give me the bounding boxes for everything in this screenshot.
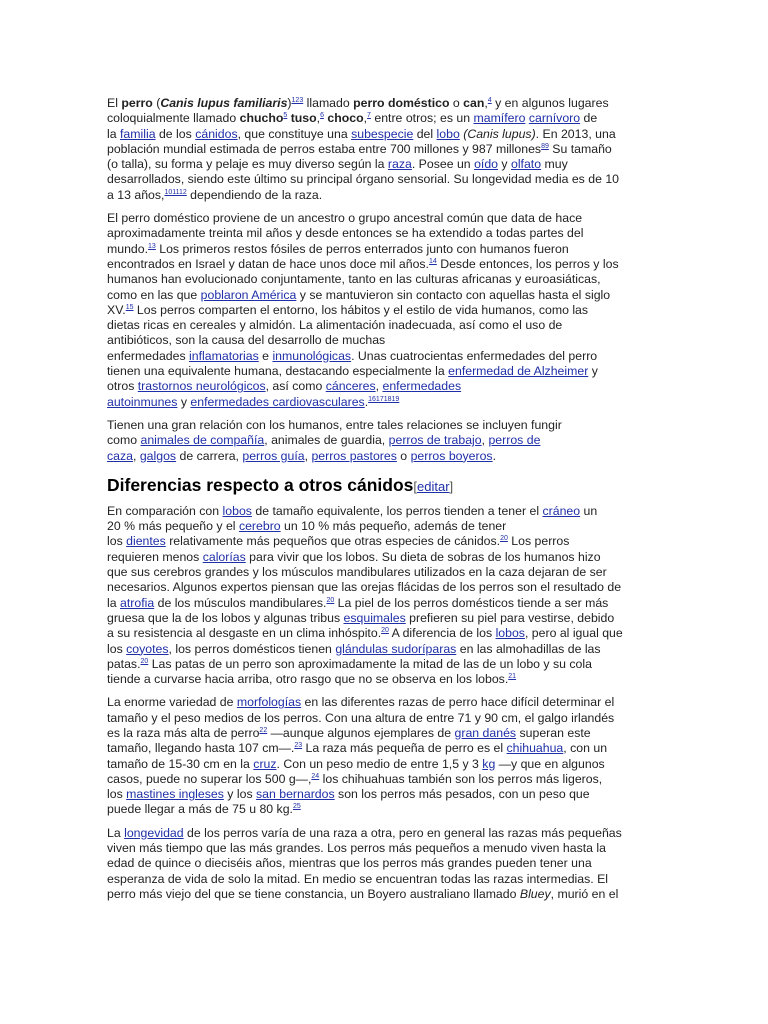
text-run: casos, puede no superar los 500 g—, bbox=[107, 771, 312, 786]
text-run: la bbox=[107, 126, 120, 141]
reference-link[interactable]: 16171819 bbox=[368, 395, 400, 403]
wiki-link[interactable]: animales de compañía bbox=[140, 433, 265, 448]
text-line bbox=[107, 565, 665, 580]
reference-link[interactable]: 5 bbox=[283, 112, 288, 120]
text-line bbox=[107, 364, 665, 379]
section-title: Diferencias respecto a otros cánidos bbox=[107, 474, 414, 495]
text-run: , bbox=[132, 448, 140, 463]
wiki-link[interactable]: olfato bbox=[510, 157, 542, 172]
wiki-link[interactable]: coyotes bbox=[126, 641, 169, 656]
text-run: . En 2013, una bbox=[535, 126, 616, 141]
text-run: los bbox=[107, 641, 127, 656]
reference-link[interactable]: 20 bbox=[500, 535, 508, 543]
text-run: como bbox=[107, 433, 141, 448]
wiki-link[interactable]: kg bbox=[482, 756, 496, 771]
text-line bbox=[107, 349, 665, 364]
wiki-link[interactable]: caza bbox=[107, 448, 133, 463]
text-run: y los bbox=[223, 787, 257, 802]
text-run: superan este bbox=[516, 725, 591, 740]
text-run: un 10 % más pequeño, además de tener bbox=[280, 519, 507, 534]
text-line bbox=[107, 642, 665, 657]
text-run: , que constituye una bbox=[237, 126, 352, 141]
text-line bbox=[107, 127, 665, 142]
wiki-link[interactable]: morfologías bbox=[236, 695, 302, 710]
bold-term: Canis lupus familiaris bbox=[160, 96, 288, 110]
text-run: , bbox=[304, 448, 312, 463]
wiki-link[interactable]: perros boyeros bbox=[410, 448, 493, 463]
text-line bbox=[107, 711, 665, 726]
text-line bbox=[107, 242, 665, 257]
text-run: tamaño, llegando hasta 107 cm—. bbox=[107, 741, 295, 756]
italic-text: (Canis lupus) bbox=[463, 126, 536, 141]
text-line bbox=[107, 872, 665, 887]
text-run: En comparación con bbox=[107, 503, 223, 518]
reference-link[interactable]: 6 bbox=[320, 112, 324, 120]
text-run: mundo. bbox=[107, 241, 149, 256]
text-run: del bbox=[413, 126, 437, 141]
reference-link[interactable]: 23 bbox=[294, 742, 303, 750]
text-run: humanos han evolucionado conjuntamente, tanto en las culturas africanas y euroasiáticas, bbox=[107, 272, 601, 287]
wiki-link[interactable]: autoinmunes bbox=[107, 394, 178, 409]
bold-term: can bbox=[463, 96, 485, 110]
text-run: la bbox=[107, 595, 120, 610]
text-run: de carrera, bbox=[176, 448, 243, 463]
wiki-link[interactable]: familia bbox=[120, 126, 156, 141]
text-run: relativamente más pequeños que otras especies de cánidos. bbox=[165, 534, 501, 549]
text-run: son los perros más pesados, con un peso que bbox=[334, 787, 590, 802]
text-run: 20 % más pequeño y el bbox=[107, 519, 239, 534]
text-run: desarrollados, siendo este último su principal órgano sensorial. Su longevidad media es de 10 bbox=[107, 172, 619, 187]
text-run: puede llegar a más de 75 u 80 kg. bbox=[107, 802, 293, 817]
reference-link[interactable]: 15 bbox=[125, 303, 134, 311]
text-run: de los músculos mandibulares. bbox=[154, 595, 327, 610]
text-run: los chihuahuas también son los perros más ligeros, bbox=[319, 771, 603, 786]
text-run: e bbox=[258, 348, 273, 363]
text-line bbox=[107, 188, 665, 203]
reference-link[interactable]: 24 bbox=[311, 772, 320, 780]
text-run: y en algunos lugares bbox=[491, 96, 609, 110]
text-run: perro más viejo del que se tiene constancia, un Boyero australiano llamado bbox=[107, 886, 520, 901]
text-run: llamado bbox=[303, 96, 354, 110]
text-run: de tamaño equivalente, los perros tienden a tener el bbox=[251, 503, 543, 518]
wiki-link[interactable]: perros de trabajo bbox=[388, 433, 482, 448]
text-run: , murió en el bbox=[550, 886, 619, 901]
text-run: (o talla), su forma y pelaje es muy diverso según la bbox=[107, 157, 388, 172]
text-line bbox=[107, 157, 665, 172]
text-line bbox=[107, 111, 665, 126]
wiki-link[interactable]: perros guía bbox=[242, 448, 305, 463]
text-line bbox=[107, 626, 665, 641]
text-run: Su tamaño bbox=[548, 141, 612, 156]
reference-link[interactable]: 20 bbox=[326, 596, 335, 604]
text-run: A diferencia de los bbox=[388, 626, 496, 641]
text-run: , bbox=[316, 111, 321, 126]
text-run: de los perros varía de una raza a otra, pero en general las razas más pequeñas bbox=[183, 825, 622, 840]
reference-link[interactable]: 20 bbox=[140, 657, 149, 665]
text-run: —y que en algunos bbox=[495, 756, 605, 771]
text-run: los bbox=[107, 787, 127, 802]
text-run: patas. bbox=[107, 656, 141, 671]
text-line bbox=[107, 303, 665, 318]
text-run: esperanza de vida de solo la mitad. En medio se encuentran todas las razas intermedias. El bbox=[107, 871, 609, 886]
wiki-link[interactable]: cánidos bbox=[195, 126, 238, 141]
wiki-link[interactable]: raza bbox=[387, 157, 412, 172]
reference-link[interactable]: 7 bbox=[367, 112, 371, 120]
text-run: y bbox=[498, 157, 511, 172]
text-run: como en las que bbox=[107, 287, 201, 302]
text-run: un bbox=[580, 503, 598, 518]
comparison-paragraph bbox=[107, 504, 665, 688]
text-line bbox=[107, 519, 665, 534]
uses-paragraph bbox=[107, 418, 665, 464]
wiki-link[interactable]: enfermedades cardiovasculares bbox=[190, 394, 365, 409]
longevity-paragraph bbox=[107, 826, 665, 902]
text-line bbox=[107, 211, 665, 226]
text-run: los bbox=[107, 534, 127, 549]
reference-link[interactable]: 101112 bbox=[164, 188, 187, 196]
text-line bbox=[107, 787, 665, 802]
wiki-link[interactable]: mamífero bbox=[473, 111, 526, 126]
text-run: —aunque algunos ejemplares de bbox=[267, 725, 455, 740]
text-line bbox=[107, 841, 665, 856]
text-line bbox=[107, 856, 665, 871]
text-run: dependiendo de la raza. bbox=[186, 187, 323, 202]
text-run: La enorme variedad de bbox=[107, 695, 237, 710]
text-run: gruesa que la de los lobos y algunas tribus bbox=[107, 610, 344, 625]
text-run: , con un bbox=[563, 741, 608, 756]
reference-link[interactable]: 14 bbox=[428, 257, 437, 265]
text-run: . Posee un bbox=[411, 157, 475, 172]
text-line bbox=[107, 288, 665, 303]
wiki-link[interactable]: dientes bbox=[126, 534, 166, 549]
text-line bbox=[107, 741, 665, 756]
text-run: , pero al igual que bbox=[524, 626, 623, 641]
text-line bbox=[107, 379, 665, 394]
edit-section: [editar] bbox=[413, 478, 454, 494]
text-run: o bbox=[396, 448, 411, 463]
wiki-link[interactable]: subespecie bbox=[351, 126, 414, 141]
text-run: es la raza más alta de perro bbox=[107, 725, 260, 740]
text-run: población mundial estimada de perros estaba entre 700 millones y 987 millones bbox=[107, 141, 542, 156]
text-run: antibióticos, son la causa del desarrollo de muchas bbox=[107, 333, 386, 348]
text-run: dietas ricas en cereales y almidón. La alimentación inadecuada, así como el uso de bbox=[107, 318, 563, 333]
text-run: tamaño y el peso medios de los perros. Con una altura de entre 71 y 90 cm, el galgo irlandés bbox=[107, 710, 615, 725]
article-body bbox=[107, 96, 665, 910]
wiki-link[interactable]: carnívoro bbox=[528, 111, 581, 126]
origin-paragraph bbox=[107, 211, 665, 410]
wiki-link[interactable]: glándulas sudoríparas bbox=[335, 641, 457, 656]
bold-term: perro bbox=[121, 96, 153, 110]
wiki-link[interactable]: calorías bbox=[202, 549, 246, 564]
text-run: . Con un peso medio de entre 1,5 y 3 bbox=[276, 756, 483, 771]
text-run: tamaño de 15-30 cm en la bbox=[107, 756, 254, 771]
text-run: en las diferentes razas de perro hace difícil determinar el bbox=[301, 695, 615, 710]
text-run: para vivir que los lobos. Su dieta de sobras de los humanos hizo bbox=[245, 549, 601, 564]
text-line bbox=[107, 172, 665, 187]
text-line bbox=[107, 257, 665, 272]
wiki-link[interactable]: lobos bbox=[222, 503, 252, 518]
text-run: Las patas de un perro son aproximadamente la mitad de las de un lobo y su cola bbox=[148, 656, 592, 671]
text-run: y bbox=[177, 394, 191, 409]
text-line bbox=[107, 318, 665, 333]
text-run: , bbox=[481, 433, 489, 448]
text-run: Los perros comparten el entorno, los hábitos y el estilo de vida humanos, como las bbox=[133, 302, 589, 317]
wiki-link[interactable]: inmunológicas bbox=[272, 348, 352, 363]
text-line bbox=[107, 596, 665, 611]
wiki-link[interactable]: oído bbox=[474, 157, 498, 172]
text-run: , bbox=[363, 111, 368, 126]
section-heading bbox=[107, 474, 665, 498]
text-line bbox=[107, 142, 665, 157]
text-run: ( bbox=[152, 96, 161, 110]
text-line bbox=[107, 772, 665, 787]
wiki-link[interactable]: san bernardos bbox=[256, 787, 335, 802]
text-line bbox=[107, 726, 665, 741]
wiki-link[interactable]: mastines ingleses bbox=[126, 787, 224, 802]
text-run: . bbox=[364, 394, 369, 409]
text-run: La raza más pequeña de perro es el bbox=[302, 741, 507, 756]
wiki-link[interactable]: inflamatorias bbox=[189, 348, 259, 363]
text-line bbox=[107, 826, 665, 841]
text-run: XV. bbox=[107, 302, 126, 317]
text-run: a 13 años, bbox=[107, 187, 165, 202]
wiki-link[interactable]: gran danés bbox=[454, 725, 517, 740]
text-run: . Unas cuatrocientas enfermedades del perro bbox=[351, 348, 598, 363]
text-line bbox=[107, 550, 665, 565]
reference-link[interactable]: 89 bbox=[541, 142, 549, 150]
text-line bbox=[107, 395, 665, 410]
wiki-link[interactable]: trastornos neurológicos bbox=[137, 379, 266, 394]
text-run: y bbox=[588, 364, 598, 379]
text-run: viven más tiempo que las más grandes. Los perros más pequeños a menudo viven hasta la bbox=[107, 841, 606, 856]
text-run: de bbox=[580, 111, 598, 126]
intro-paragraph bbox=[107, 96, 665, 203]
text-run: Los perros bbox=[507, 534, 570, 549]
text-run: aproximadamente treinta mil años y desde entonces se ha extendido a todas partes del bbox=[107, 226, 584, 241]
text-run: , animales de guardia, bbox=[264, 433, 389, 448]
text-run: o bbox=[449, 96, 464, 110]
text-line bbox=[107, 96, 665, 111]
text-run: prefieren su piel para vestirse, debido bbox=[405, 610, 615, 625]
wiki-link[interactable]: cerebro bbox=[238, 519, 281, 534]
bold-term: tuso bbox=[290, 111, 317, 126]
text-line bbox=[107, 449, 665, 464]
text-line bbox=[107, 802, 665, 817]
wiki-link[interactable]: perros pastores bbox=[311, 448, 397, 463]
wiki-link[interactable]: lobos bbox=[495, 626, 525, 641]
text-line bbox=[107, 418, 665, 433]
text-line bbox=[107, 887, 665, 902]
reference-link[interactable]: 123 bbox=[291, 96, 304, 104]
text-run: en las almohadillas de las bbox=[456, 641, 601, 656]
text-run: Los primeros restos fósiles de perros enterrados junto con humanos fueron bbox=[155, 241, 569, 256]
wiki-link[interactable]: enfermedad de Alzheimer bbox=[448, 364, 589, 379]
text-run: El perro doméstico proviene de un ancestro o grupo ancestral común que data de hace bbox=[107, 211, 583, 226]
text-run: , bbox=[484, 96, 488, 110]
text-line bbox=[107, 672, 665, 687]
text-line bbox=[107, 695, 665, 710]
wiki-link[interactable]: enfermedades bbox=[382, 379, 462, 394]
text-run: enfermedades bbox=[107, 348, 190, 363]
reference-link[interactable]: 22 bbox=[259, 726, 268, 734]
text-line bbox=[107, 534, 665, 549]
text-run: encontrados en Israel y datan de hace unos doce mil años. bbox=[107, 256, 429, 271]
wiki-link[interactable]: cruz bbox=[253, 756, 277, 771]
text-run: , los perros domésticos tienen bbox=[168, 641, 336, 656]
text-line bbox=[107, 333, 665, 348]
wiki-link[interactable]: lobo bbox=[436, 126, 460, 141]
text-line bbox=[107, 504, 665, 519]
text-run: , así como bbox=[265, 379, 326, 394]
text-line bbox=[107, 657, 665, 672]
text-line bbox=[107, 272, 665, 287]
text-run: entre otros; es un bbox=[370, 111, 474, 126]
text-run: tiende a curvarse hacia arriba, otro rasgo que no se observa en los lobos. bbox=[107, 672, 509, 687]
wiki-link[interactable]: esquimales bbox=[343, 610, 406, 625]
text-run: de los bbox=[155, 126, 196, 141]
text-run: Desde entonces, los perros y los bbox=[436, 256, 619, 271]
wiki-link[interactable]: chihuahua bbox=[506, 741, 564, 756]
text-run: La bbox=[107, 825, 125, 840]
wiki-link[interactable]: galgos bbox=[139, 448, 177, 463]
bold-term: chucho bbox=[239, 111, 284, 126]
text-run: edad de quince o dieciséis años, mientras que los perros más grandes pueden tener una bbox=[107, 856, 592, 871]
text-run: coloquialmente llamado bbox=[107, 111, 240, 126]
text-run: . bbox=[492, 448, 497, 463]
bold-term: choco bbox=[327, 111, 364, 126]
wiki-link[interactable]: perros de bbox=[488, 433, 541, 448]
reference-link[interactable]: 20 bbox=[381, 627, 389, 635]
wiki-link[interactable]: poblaron América bbox=[200, 287, 297, 302]
italic-text: Bluey bbox=[519, 886, 551, 901]
wiki-link[interactable]: cánceres bbox=[325, 379, 376, 394]
text-line bbox=[107, 433, 665, 448]
reference-link[interactable]: 25 bbox=[292, 803, 301, 811]
text-run: requieren menos bbox=[107, 549, 203, 564]
text-run: y se mantuvieron sin contacto con aquellas hasta el siglo bbox=[296, 287, 611, 302]
text-run: tienen una equivalente humana, destacando especialmente la bbox=[107, 364, 449, 379]
wiki-link[interactable]: longevidad bbox=[124, 825, 184, 840]
text-run: , bbox=[375, 379, 383, 394]
text-run: que sus cerebros grandes y los músculos mandibulares utilizados en la caza dejaran de ser bbox=[107, 565, 607, 580]
text-run: La piel de los perros domésticos tiende a ser más bbox=[334, 595, 609, 610]
text-run: ) bbox=[287, 96, 292, 110]
edit-link[interactable]: editar bbox=[417, 478, 450, 494]
text-line bbox=[107, 757, 665, 772]
reference-link[interactable]: 21 bbox=[508, 673, 517, 680]
text-run: necesarios. Algunos expertos piensan que las orejas flácidas de los perros son el resultado de bbox=[107, 580, 622, 595]
wiki-link[interactable]: atrofia bbox=[120, 595, 155, 610]
text-run: Tienen una gran relación con los humanos, entre tales relaciones se incluyen fungir bbox=[107, 417, 562, 432]
wiki-link[interactable]: cráneo bbox=[542, 503, 581, 518]
bold-term: perro doméstico bbox=[353, 96, 450, 110]
reference-link[interactable]: 4 bbox=[487, 96, 492, 104]
morphology-paragraph bbox=[107, 695, 665, 817]
reference-link[interactable]: 13 bbox=[148, 242, 156, 250]
text-line bbox=[107, 611, 665, 626]
text-run: otros bbox=[107, 379, 138, 394]
text-run: muy bbox=[541, 157, 568, 172]
text-run: El bbox=[107, 96, 122, 110]
text-line bbox=[107, 580, 665, 595]
text-run: a su resistencia al desgaste en un clima inhóspito. bbox=[107, 626, 382, 641]
text-line bbox=[107, 226, 665, 241]
